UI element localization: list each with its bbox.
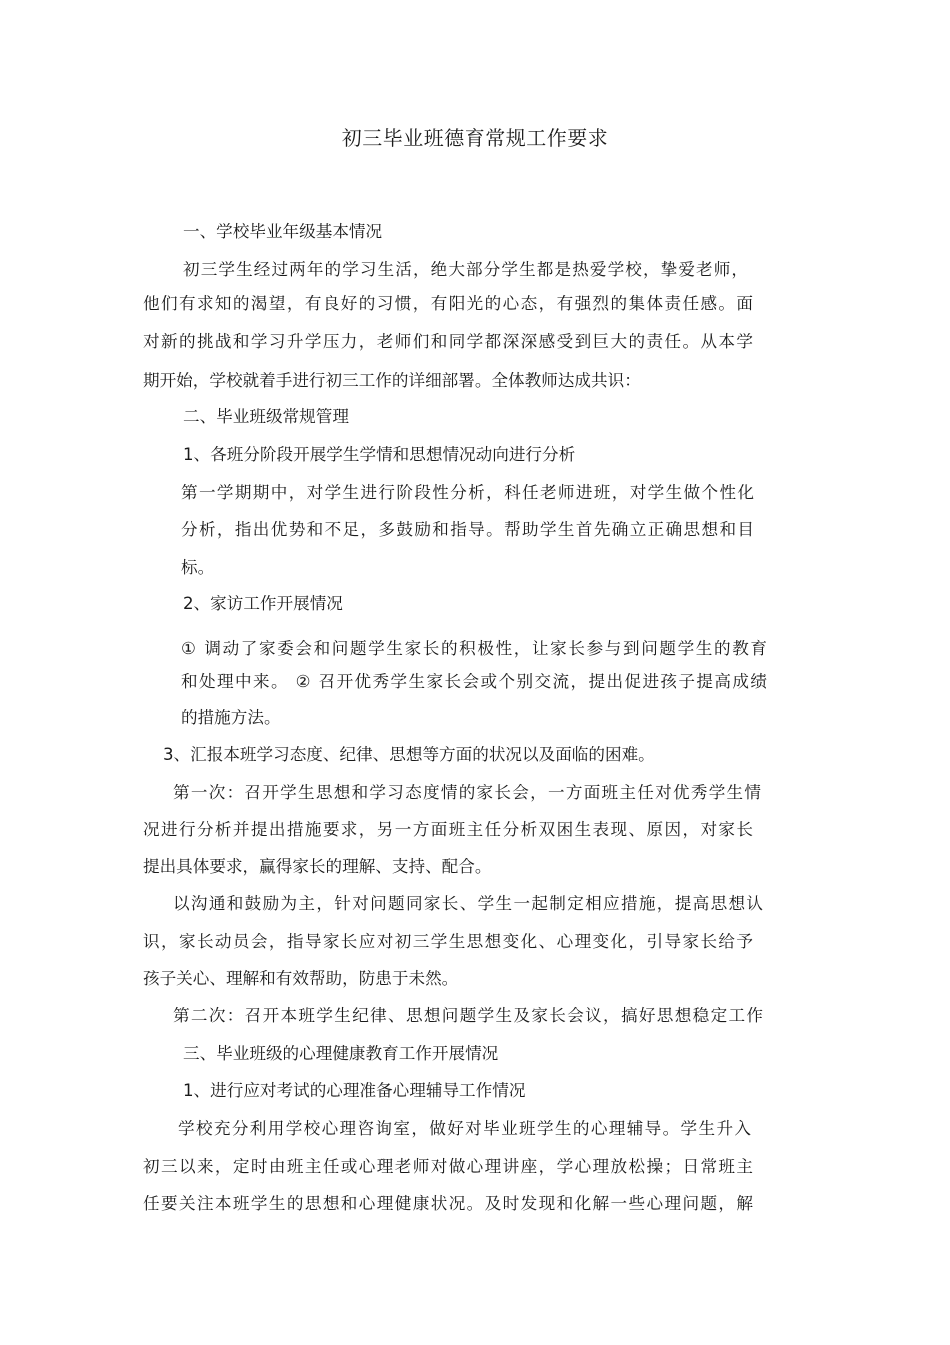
paragraph-line: 分析，指出优势和不足，多鼓励和指导。帮助学生首先确立正确思想和目 <box>181 520 754 539</box>
document-title: 初三毕业班德育常规工作要求 <box>341 126 609 150</box>
section-heading-2: 二、毕业班级常规管理 <box>183 407 349 426</box>
paragraph-line: 期开始，学校就着手进行初三工作的详细部署。全体教师达成共识： <box>143 371 641 390</box>
paragraph-line: 任要关注本班学生的思想和心理健康状况。及时发现和化解一些心理问题，解 <box>143 1194 753 1213</box>
subheading: 1、进行应对考试的心理准备心理辅导工作情况 <box>183 1081 526 1100</box>
paragraph-line: 初三以来，定时由班主任或心理老师对做心理讲座，学心理放松操；日常班主 <box>143 1157 753 1176</box>
paragraph-line: 他们有求知的渴望，有良好的习惯，有阳光的心态，有强烈的集体责任感。面 <box>143 294 753 313</box>
paragraph-line: 学校充分利用学校心理咨询室，做好对毕业班学生的心理辅导。学生升入 <box>178 1119 751 1138</box>
section-heading-1: 一、学校毕业年级基本情况 <box>183 222 383 241</box>
paragraph-line: 以沟通和鼓励为主，针对问题同家长、学生一起制定相应措施，提高思想认 <box>173 894 763 913</box>
paragraph-line: 标。 <box>181 558 215 577</box>
subheading: 3、汇报本班学习态度、纪律、思想等方面的状况以及面临的困难。 <box>163 745 655 764</box>
paragraph-line: 况进行分析并提出措施要求，另一方面班主任分析双困生表现、原因，对家长 <box>143 820 753 839</box>
paragraph-line: 第一学期期中，对学生进行阶段性分析，科任老师进班，对学生做个性化 <box>181 483 754 502</box>
paragraph-line: 识，家长动员会，指导家长应对初三学生思想变化、心理变化，引导家长给予 <box>143 932 753 951</box>
paragraph-line: 孩子关心、理解和有效帮助，防患于未然。 <box>143 969 459 988</box>
paragraph-line: 第一次：召开学生思想和学习态度情的家长会，一方面班主任对优秀学生情 <box>173 783 761 802</box>
paragraph-line: 和处理中来。 ② 召开优秀学生家长会或个别交流，提出促进孩子提高成绩 <box>181 672 767 691</box>
paragraph-line: ① 调动了家委会和问题学生家长的积极性，让家长参与到问题学生的教育 <box>181 639 767 658</box>
paragraph-line: 第二次：召开本班学生纪律、思想问题学生及家长会议，搞好思想稳定工作 <box>173 1006 763 1025</box>
subheading: 1、各班分阶段开展学生学情和思想情况动向进行分析 <box>183 445 576 464</box>
paragraph-line: 的措施方法。 <box>181 708 281 727</box>
paragraph-line: 提出具体要求，赢得家长的理解、支持、配合。 <box>143 857 492 876</box>
paragraph-line: 对新的挑战和学习升学压力，老师们和同学都深深感受到巨大的责任。从本学 <box>143 332 753 351</box>
subheading: 2、家访工作开展情况 <box>183 594 343 613</box>
section-heading-3: 三、毕业班级的心理健康教育工作开展情况 <box>183 1044 499 1063</box>
paragraph-line: 初三学生经过两年的学习生活，绝大部分学生都是热爱学校，挚爱老师， <box>183 260 748 279</box>
